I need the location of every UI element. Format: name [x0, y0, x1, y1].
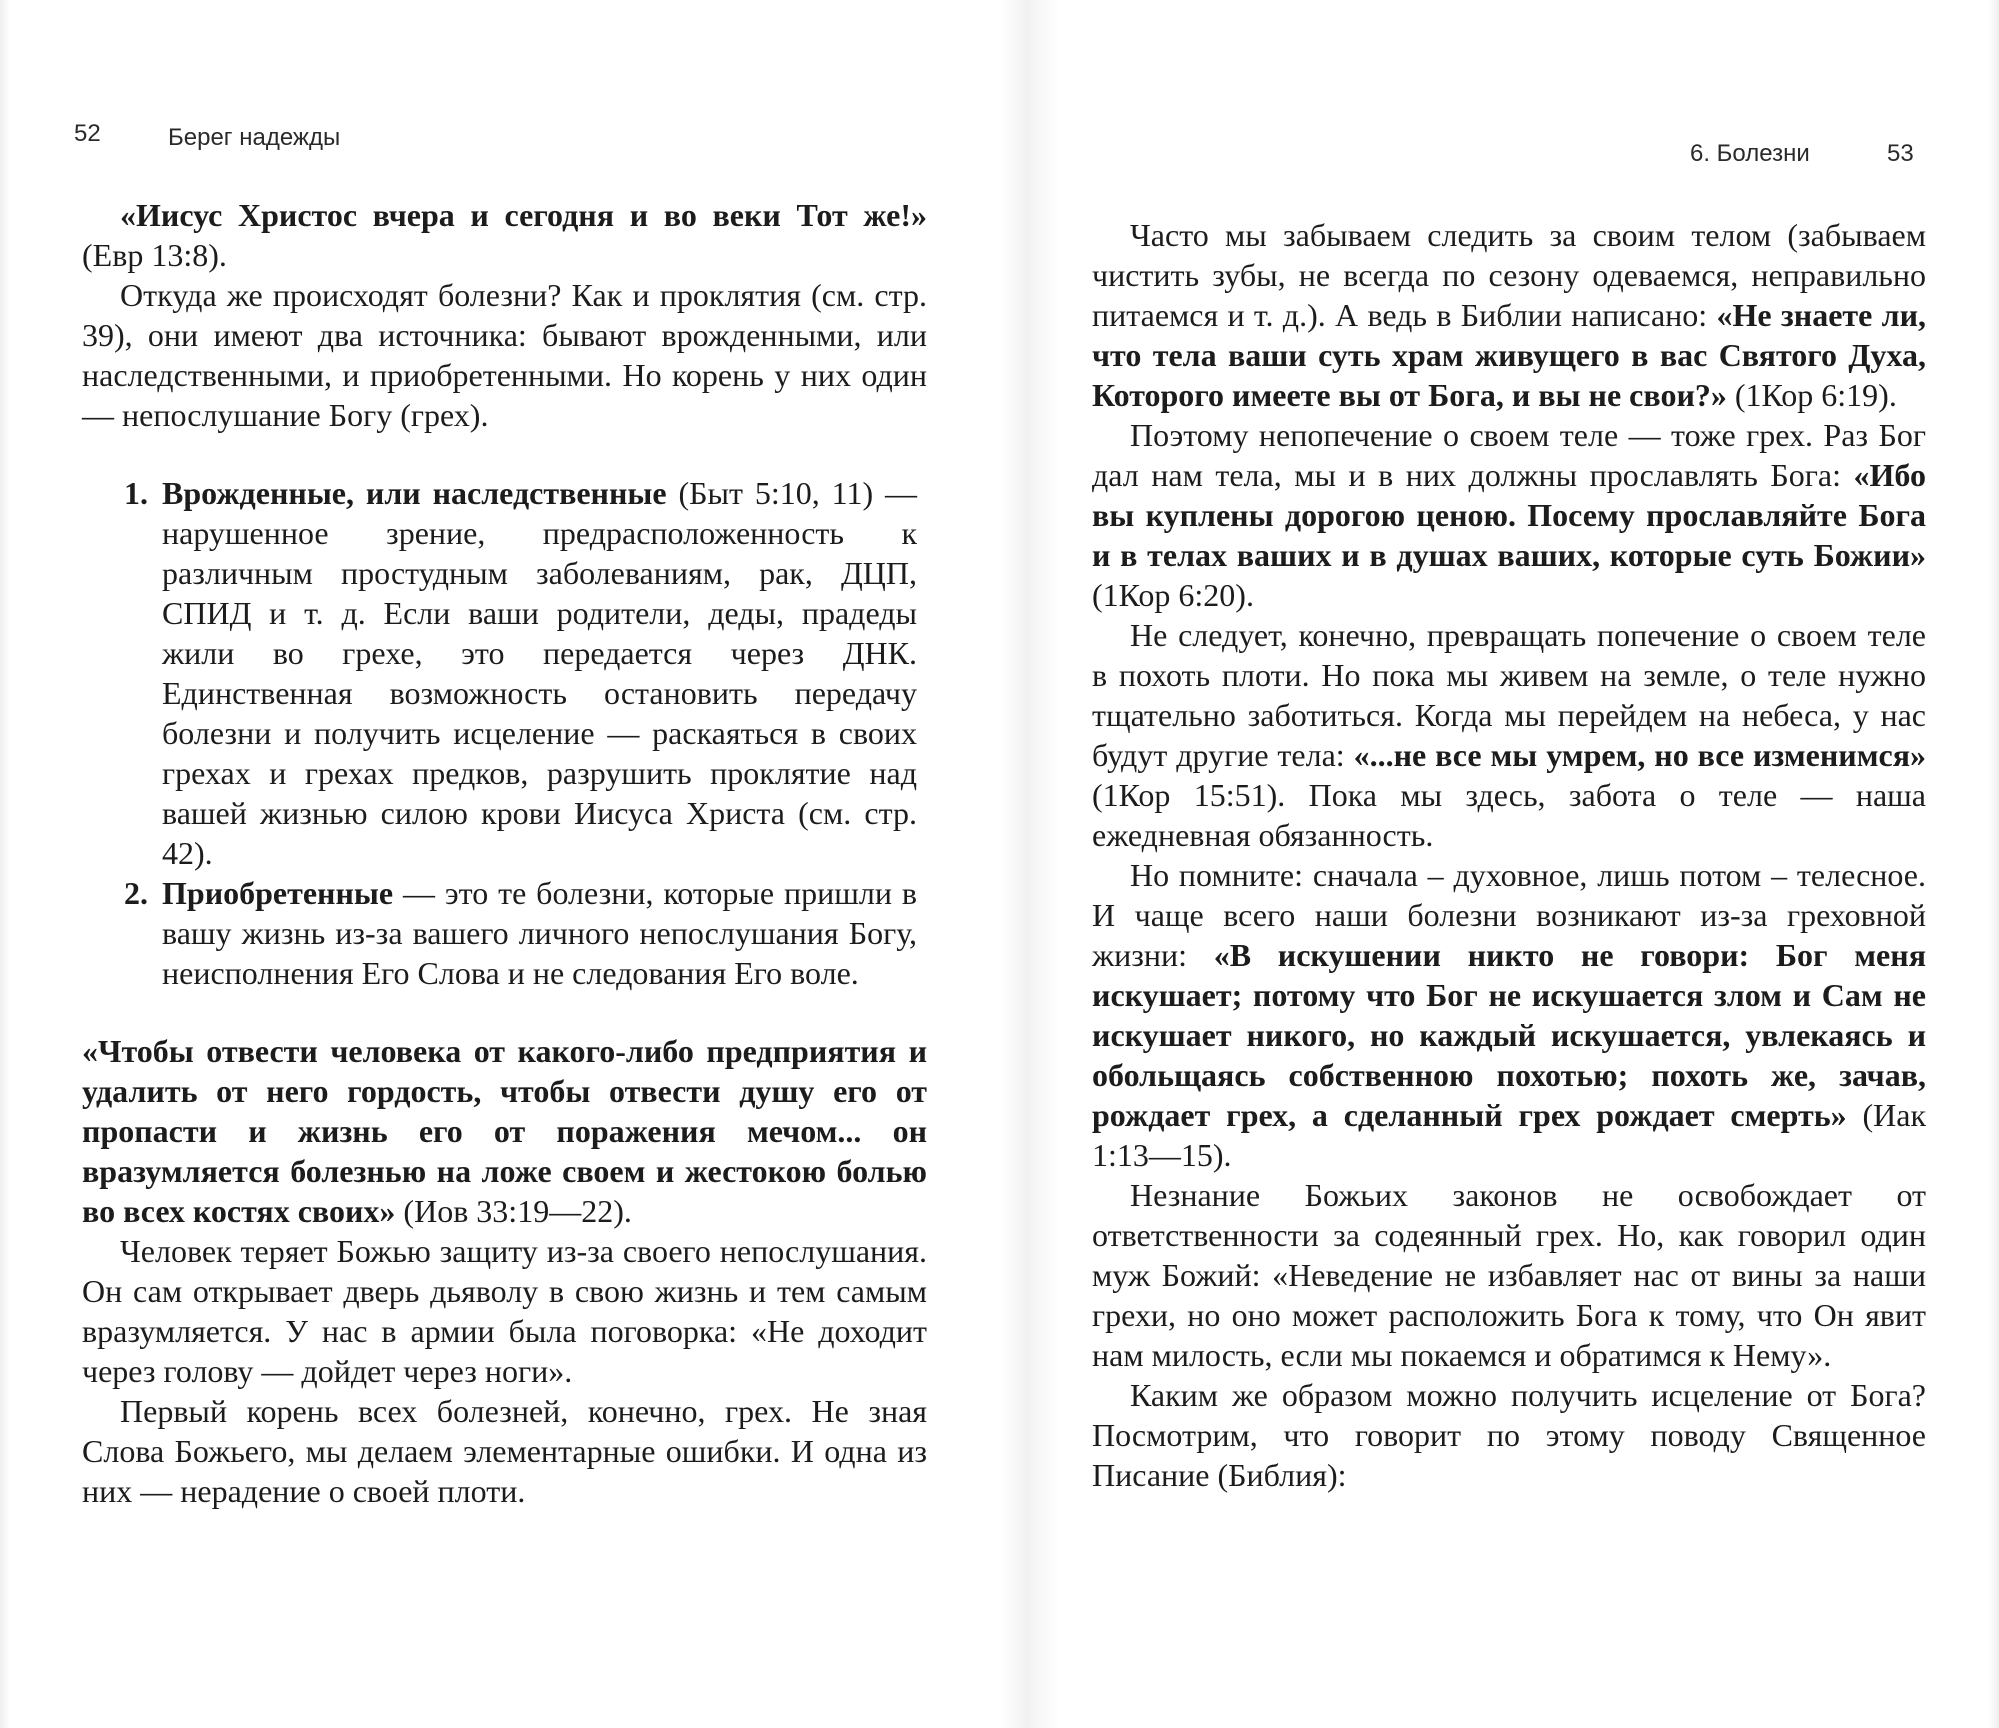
spacer	[82, 993, 927, 1031]
scripture-reference: (Иак 1:13—15).	[1092, 1097, 1926, 1173]
paragraph-text: Но помните: сначала – духовное, лишь потом – телесное. И чаще всего наши болезни возникают из-за греховной жизни:	[1092, 857, 1926, 973]
disease-list	[82, 473, 927, 993]
left-page-number: 52	[74, 120, 101, 147]
left-running-title: Берег надежды	[168, 124, 341, 151]
list-term: Врожденные, или наследственные	[162, 475, 667, 511]
scripture-quote: «Ибо вы куплены дорогою ценою. Посему прославляйте Бога и в телах ваших и в душах ваших, которые суть Божии»	[1092, 457, 1926, 573]
paragraph-flesh	[1092, 615, 1926, 855]
paragraph-text: Не следует, конечно, превращать попечение о своем теле в похоть плоти. Но пока мы живем на земле, о теле нужно тщательно заботиться. Когда мы перейдем на небеса, у нас будут другие тела:	[1092, 617, 1926, 773]
list-text: (Быт 5:10, 11) — нарушенное зрение, предрасположенность к различным простудным заболеваниям, рак, ДЦП, СПИД и т. д. Если ваши родители, деды, прадеды жили во грехе, это передается через ДНК. Единственная возможность остановить передачу болезни и получить исцеление — раскаяться в своих грехах и грехах предков, разрушить проклятие над вашей жизнью силою крови Иисуса Христа (см. стр. 42).	[162, 475, 918, 871]
page-edge-right	[1989, 0, 1999, 1728]
scripture-quote: «Иисус Христос вчера и сегодня и во веки Тот же!»	[120, 197, 927, 233]
scripture-reference: (1Кор 6:20).	[1092, 577, 1254, 613]
book-gutter	[1000, 0, 1060, 1728]
right-page-body	[1092, 215, 1926, 1495]
paragraph-neglect	[1092, 415, 1926, 615]
paragraph-body-care	[1092, 215, 1926, 415]
scripture-reference: (1Кор 6:19).	[1726, 377, 1897, 413]
paragraph-first-root: Первый корень всех болезней, конечно, грех. Не зная Слова Божьего, мы делаем элементарные ошибки. И одна из них — нерадение о своей плоти.	[82, 1393, 927, 1509]
scripture-quote: «В искушении никто не говори: Бог меня искушает; потому что Бог не искушается злом и Сам не искушает никого, но каждый искушается, увлекаясь и обольщаясь собственною похотью; похоть же, зачав, рождает грех, а сделанный грех рождает смерть»	[1092, 937, 1927, 1133]
job-quote-paragraph	[82, 1031, 927, 1231]
scripture-reference: (Евр 13:8).	[82, 237, 227, 273]
paragraph-healing-question: Каким же образом можно получить исцеление от Бога? Посмотрим, что говорит по этому поводу Священное Писание (Библия):	[1092, 1377, 1926, 1493]
paragraph-text: Поэтому непопечение о своем теле — тоже грех. Раз Бог дал нам тела, мы и в них должны прославлять Бога:	[1092, 417, 1926, 493]
spacer	[82, 435, 927, 473]
paragraph-protection: Человек теряет Божью защиту из-за своего непослушания. Он сам открывает дверь дьяволу в свою жизнь и тем самым вразумляется. У нас в армии была поговорка: «Не доходит через голову — дойдет через ноги».	[82, 1233, 927, 1389]
paragraph-origins: Откуда же происходят болезни? Как и проклятия (см. стр. 39), они имеют два источника: бывают врожденными, или наследственными, и приобретенными. Но корень у них один — непослушание Богу (грех).	[82, 277, 927, 433]
right-page-number: 53	[1887, 140, 1914, 167]
list-item	[82, 873, 927, 993]
list-number: 1.	[124, 475, 148, 511]
list-term: Приобретенные	[162, 875, 394, 911]
paragraph-ignorance: Незнание Божьих законов не освобождает от ответственности за содеянный грех. Но, как говорил один муж Божий: «Неведение не избавляет нас от вины за наши грехи, но оно может расположить Бога к тому, что Он явит нам милость, если мы покаемся и обратимся к Нему».	[1092, 1177, 1926, 1373]
list-text: — это те болезни, которые пришли в вашу жизнь из-за вашего личного непослушания Богу, неисполнения Его Слова и не следования Его воле.	[162, 875, 917, 991]
right-running-title: 6. Болезни	[1690, 140, 1810, 167]
list-item	[82, 473, 927, 873]
epigraph-paragraph	[82, 195, 927, 275]
scripture-reference: (Иов 33:19—22).	[395, 1193, 632, 1229]
scripture-quote: «Чтобы отвести человека от какого-либо предприятия и удалить от него гордость, чтобы отвести душу его от пропасти и жизнь его от поражения мечом... он вразумляется болезнью на ложе своем и жестокою болью во всех костях своих»	[82, 1033, 927, 1229]
scripture-quote: «Не знаете ли, что тела ваши суть храм живущего в вас Святого Духа, Которого имеете вы от Бога, и вы не свои?»	[1092, 297, 1927, 413]
paragraph-text: (1Кор 15:51). Пока мы здесь, забота о теле — наша ежедневная обязанность.	[1092, 777, 1926, 853]
paragraph-text: Часто мы забываем следить за своим телом (забываем чистить зубы, не всегда по сезону одеваемся, неправильно питаемся и т. д.). А ведь в Библии написано:	[1092, 217, 1926, 333]
scripture-quote: «...не все мы умрем, но все изменимся»	[1353, 737, 1927, 773]
paragraph-spiritual	[1092, 855, 1926, 1175]
page-edge-left	[0, 0, 10, 1728]
left-page-body	[82, 195, 927, 1511]
list-number: 2.	[124, 875, 148, 911]
